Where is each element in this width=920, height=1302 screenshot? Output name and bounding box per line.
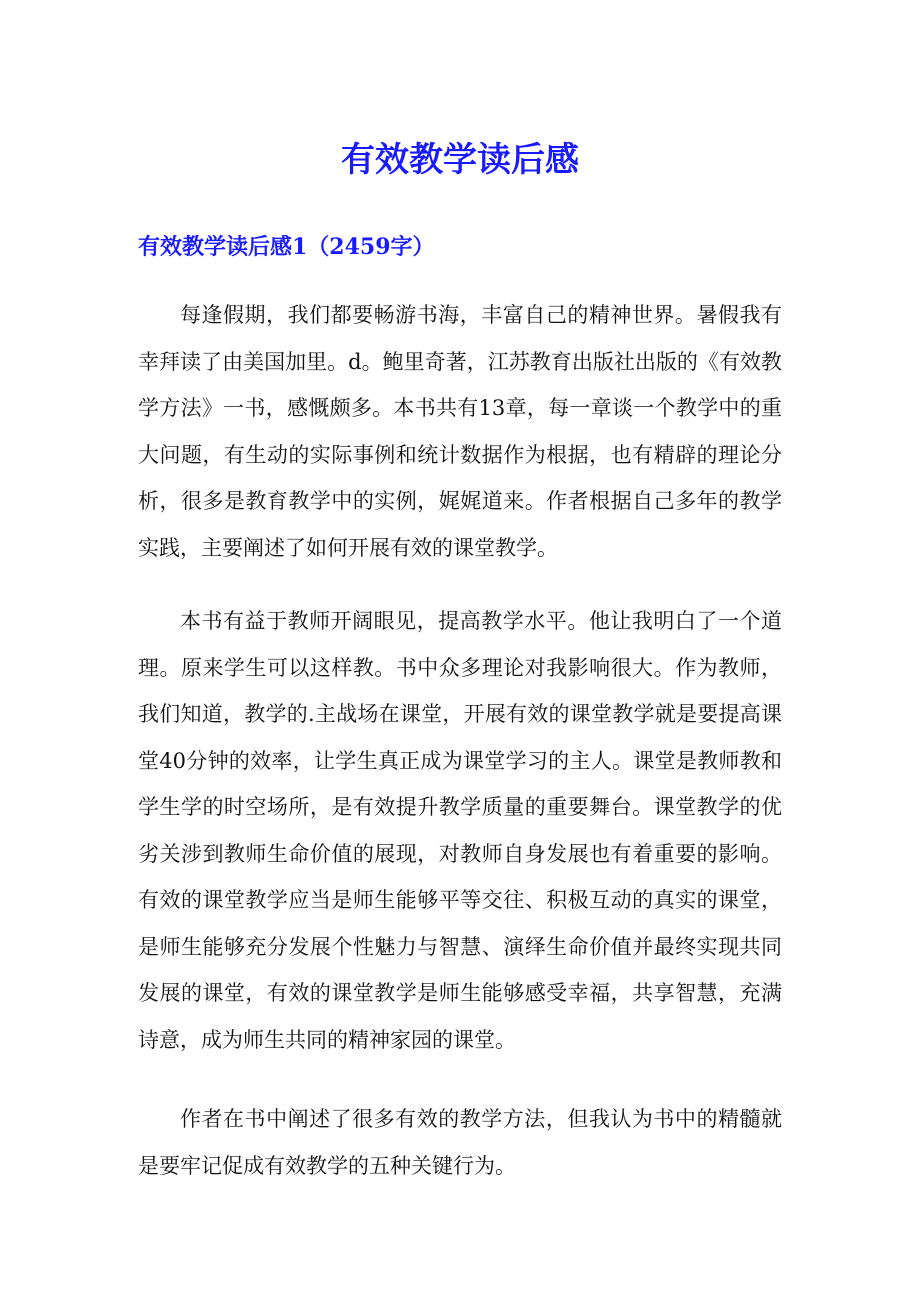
body-paragraph-3: 作者在书中阐述了很多有效的教学方法，但我认为书中的精髓就是要牢记促成有效教学的五种关键行为。 (138, 1107, 782, 1178)
body-paragraph-1: 每逢假期，我们都要畅游书海，丰富自己的精神世界。暑假我有幸拜读了由美国加里。d。鲍里奇著，江苏教育出版社出版的《有效教学方法》一书，感慨颇多。本书共有13章，每一章谈一个教学中的重大问题，有生动的实际事例和统计数据作为根据，也有精辟的理论分析，很多是教育教学中的实例，娓娓道来。作者根据自己多年的教学实践，主要阐述了如何开展有效的课堂教学。 (138, 303, 782, 560)
document-title: 有效教学读后感 (341, 140, 579, 180)
body-paragraph-2: 本书有益于教师开阔眼见，提高教学水平。他让我明白了一个道理。原来学生可以这样教。书中众多理论对我影响很大。作为教师，我们知道，教学的.主战场在课堂，开展有效的课堂教学就是要提高课堂40分钟的效率，让学生真正成为课堂学习的主人。课堂是教师教和学生学的时空场所，是有效提升教学质量的重要舞台。课堂教学的优劣关涉到教师生命价值的展现，对教师自身发展也有着重要的影响。有效的课堂教学应当是师生能够平等交往、积极互动的真实的课堂，是师生能够充分发展个性魅力与智慧、演绎生命价值并最终实现共同发展的课堂，有效的课堂教学是师生能够感受幸福，共享智慧，充满诗意，成为师生共同的精神家园的课堂。 (138, 609, 782, 1052)
section-heading: 有效教学读后感1（2459字） (138, 234, 435, 260)
